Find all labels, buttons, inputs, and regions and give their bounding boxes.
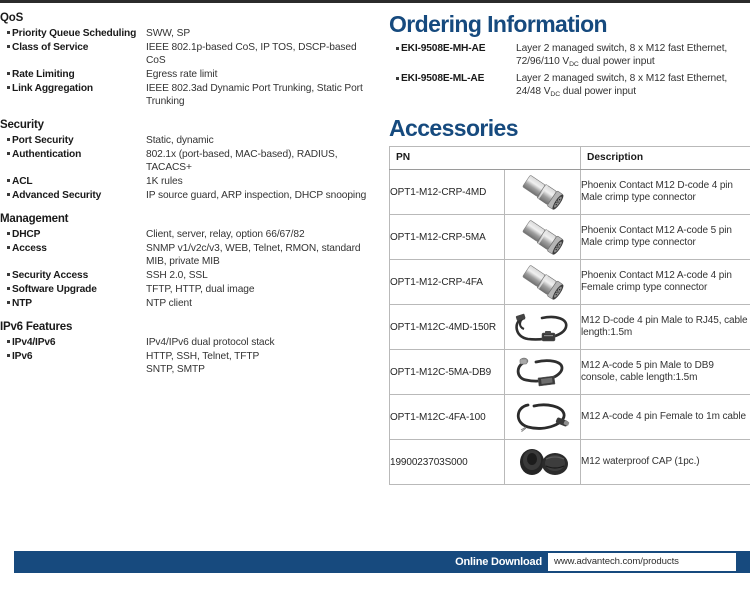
footer-download-group bbox=[455, 551, 736, 573]
spec-row bbox=[0, 228, 372, 241]
spec-label: Advanced Security bbox=[12, 190, 102, 201]
bullet-square-icon bbox=[0, 27, 12, 40]
spec-label: Priority Queue Scheduling bbox=[12, 28, 137, 39]
spec-value: SNMP v1/v2c/v3, WEB, Telnet, RMON, standard MIB, private MIB bbox=[146, 243, 361, 267]
bullet-square-icon bbox=[0, 148, 12, 161]
bullet-square-icon bbox=[0, 269, 12, 282]
ordering-information-list bbox=[389, 42, 750, 99]
column-header-description: Description bbox=[581, 147, 750, 170]
spec-label: Port Security bbox=[12, 135, 74, 146]
bullet-square-icon bbox=[389, 42, 401, 55]
ordering-description bbox=[516, 72, 750, 99]
table-row bbox=[390, 440, 750, 485]
spec-label: NTP bbox=[12, 298, 32, 309]
table-header-row bbox=[390, 147, 750, 170]
m12-open-end-cable-icon bbox=[505, 395, 581, 440]
ordering-description-line1: Layer 2 managed switch, 8 x M12 fast Ethernet, bbox=[516, 73, 728, 85]
spec-label: Software Upgrade bbox=[12, 284, 97, 295]
ordering-information-title: Ordering Information bbox=[389, 11, 608, 37]
bullet-square-icon bbox=[0, 41, 12, 54]
accessory-part-number: OPT1-M12C-4FA-100 bbox=[390, 395, 505, 440]
spec-value: IEEE 802.3ad Dynamic Port Trunking, Static Port Trunking bbox=[146, 83, 363, 107]
spec-value: Static, dynamic bbox=[146, 135, 214, 146]
spec-section-heading: Security bbox=[0, 119, 44, 131]
ordering-power-text: dual power input bbox=[560, 86, 636, 98]
spec-row bbox=[0, 134, 372, 147]
accessory-description: M12 waterproof CAP (1pc.) bbox=[581, 440, 750, 485]
spec-row bbox=[0, 41, 372, 67]
ordering-description bbox=[516, 42, 750, 69]
spec-label: IPv4/IPv6 bbox=[12, 337, 56, 348]
spec-section bbox=[0, 119, 372, 202]
spec-label: ACL bbox=[12, 176, 33, 187]
accessories-table-body bbox=[390, 170, 750, 485]
bullet-square-icon bbox=[0, 350, 12, 363]
top-divider-rule bbox=[0, 0, 750, 3]
spec-label: Class of Service bbox=[12, 42, 89, 53]
bullet-square-icon bbox=[0, 228, 12, 241]
bullet-square-icon bbox=[0, 336, 12, 349]
accessory-part-number: OPT1-M12-CRP-4FA bbox=[390, 260, 505, 305]
spec-row bbox=[0, 148, 372, 174]
spec-value: Egress rate limit bbox=[146, 69, 218, 80]
specifications-column bbox=[0, 12, 372, 387]
accessory-part-number: OPT1-M12-CRP-5MA bbox=[390, 215, 505, 260]
accessory-description: Phoenix Contact M12 A-code 4 pin Female crimp type connector bbox=[581, 260, 750, 305]
spec-section bbox=[0, 213, 372, 310]
ordering-voltage-value: 24/48 V bbox=[516, 86, 551, 98]
spec-section-heading: Management bbox=[0, 213, 69, 225]
ordering-item bbox=[389, 42, 750, 69]
bullet-square-icon bbox=[0, 297, 12, 310]
accessory-description: Phoenix Contact M12 A-code 5 pin Male crimp type connector bbox=[581, 215, 750, 260]
spec-value: SWW, SP bbox=[146, 28, 191, 39]
m12-to-db9-cable-icon bbox=[505, 350, 581, 395]
spec-row bbox=[0, 242, 372, 268]
m12-connector-icon bbox=[505, 170, 581, 215]
table-row bbox=[390, 395, 750, 440]
spec-section-heading: IPv6 Features bbox=[0, 321, 73, 333]
column-header-pn: PN bbox=[390, 147, 581, 170]
accessories-table-header bbox=[390, 147, 750, 170]
m12-connector-icon bbox=[505, 215, 581, 260]
spec-value: 1K rules bbox=[146, 176, 183, 187]
accessories-title: Accessories bbox=[389, 115, 518, 142]
spec-label: Access bbox=[12, 243, 47, 254]
spec-row bbox=[0, 350, 372, 376]
bullet-square-icon bbox=[0, 82, 12, 95]
spec-row bbox=[0, 269, 372, 282]
accessory-part-number: 1990023703S000 bbox=[390, 440, 505, 485]
accessory-description: M12 D-code 4 pin Male to RJ45, cable length:1.5m bbox=[581, 305, 750, 350]
accessory-description: M12 A-code 5 pin Male to DB9 console, cable length:1.5m bbox=[581, 350, 750, 395]
spec-row bbox=[0, 297, 372, 310]
accessory-description: M12 A-code 4 pin Female to 1m cable bbox=[581, 395, 750, 440]
accessory-description: Phoenix Contact M12 D-code 4 pin Male crimp type connector bbox=[581, 170, 750, 215]
spec-value: IEEE 802.1p-based CoS, IP TOS, DSCP-based CoS bbox=[146, 42, 357, 66]
table-row bbox=[390, 305, 750, 350]
spec-row bbox=[0, 175, 372, 188]
spec-value: HTTP, SSH, Telnet, TFTP SNTP, SMTP bbox=[146, 351, 260, 375]
spec-label: DHCP bbox=[12, 229, 41, 240]
spec-label: Security Access bbox=[12, 270, 89, 281]
spec-row bbox=[0, 68, 372, 81]
m12-to-rj45-cable-icon bbox=[505, 305, 581, 350]
spec-value: SSH 2.0, SSL bbox=[146, 270, 208, 281]
m12-connector-icon bbox=[505, 260, 581, 305]
bullet-square-icon bbox=[0, 175, 12, 188]
spec-value: TFTP, HTTP, dual image bbox=[146, 284, 255, 295]
spec-row bbox=[0, 283, 372, 296]
accessories-table bbox=[389, 146, 750, 485]
bullet-square-icon bbox=[389, 72, 401, 85]
ordering-power-text: dual power input bbox=[578, 56, 655, 68]
accessory-part-number: OPT1-M12-CRP-4MD bbox=[390, 170, 505, 215]
spec-section bbox=[0, 321, 372, 376]
spec-row bbox=[0, 82, 372, 108]
online-download-label: Online Download bbox=[455, 556, 542, 568]
spec-label: Rate Limiting bbox=[12, 69, 75, 80]
table-row bbox=[390, 215, 750, 260]
table-row bbox=[390, 260, 750, 305]
ordering-voltage-subscript: DC bbox=[569, 61, 579, 69]
table-row bbox=[390, 350, 750, 395]
spec-section bbox=[0, 12, 372, 108]
spec-value: IP source guard, ARP inspection, DHCP snooping bbox=[146, 190, 367, 201]
spec-value: IPv4/IPv6 dual protocol stack bbox=[146, 337, 275, 348]
spec-row bbox=[0, 336, 372, 349]
table-row bbox=[390, 170, 750, 215]
spec-label: Authentication bbox=[12, 149, 82, 160]
bullet-square-icon bbox=[0, 68, 12, 81]
bullet-square-icon bbox=[0, 283, 12, 296]
spec-section-heading: QoS bbox=[0, 12, 24, 24]
footer-bar bbox=[14, 551, 750, 573]
accessory-part-number: OPT1-M12C-5MA-DB9 bbox=[390, 350, 505, 395]
spec-row bbox=[0, 189, 372, 202]
ordering-voltage-value: 72/96/110 V bbox=[516, 56, 570, 68]
ordering-voltage-subscript: DC bbox=[550, 91, 561, 99]
ordering-item bbox=[389, 72, 750, 99]
accessory-part-number: OPT1-M12C-4MD-150R bbox=[390, 305, 505, 350]
spec-value: 802.1x (port-based, MAC-based), RADIUS, TACACS+ bbox=[146, 149, 338, 173]
ordering-part-number: EKI-9508E-MH-AE bbox=[401, 43, 486, 55]
ordering-accessories-column bbox=[389, 12, 750, 485]
spec-label: IPv6 bbox=[12, 351, 33, 362]
spec-row bbox=[0, 27, 372, 40]
bullet-square-icon bbox=[0, 134, 12, 147]
m12-waterproof-cap-icon bbox=[505, 440, 581, 485]
bullet-square-icon bbox=[0, 189, 12, 202]
bullet-square-icon bbox=[0, 242, 12, 255]
download-url-field[interactable]: www.advantech.com/products bbox=[548, 553, 736, 571]
ordering-part-number: EKI-9508E-ML-AE bbox=[401, 73, 485, 85]
ordering-description-line1: Layer 2 managed switch, 8 x M12 fast Ethernet, bbox=[516, 43, 728, 55]
spec-value: NTP client bbox=[146, 298, 192, 309]
spec-value: Client, server, relay, option 66/67/82 bbox=[146, 229, 305, 240]
spec-label: Link Aggregation bbox=[12, 83, 93, 94]
